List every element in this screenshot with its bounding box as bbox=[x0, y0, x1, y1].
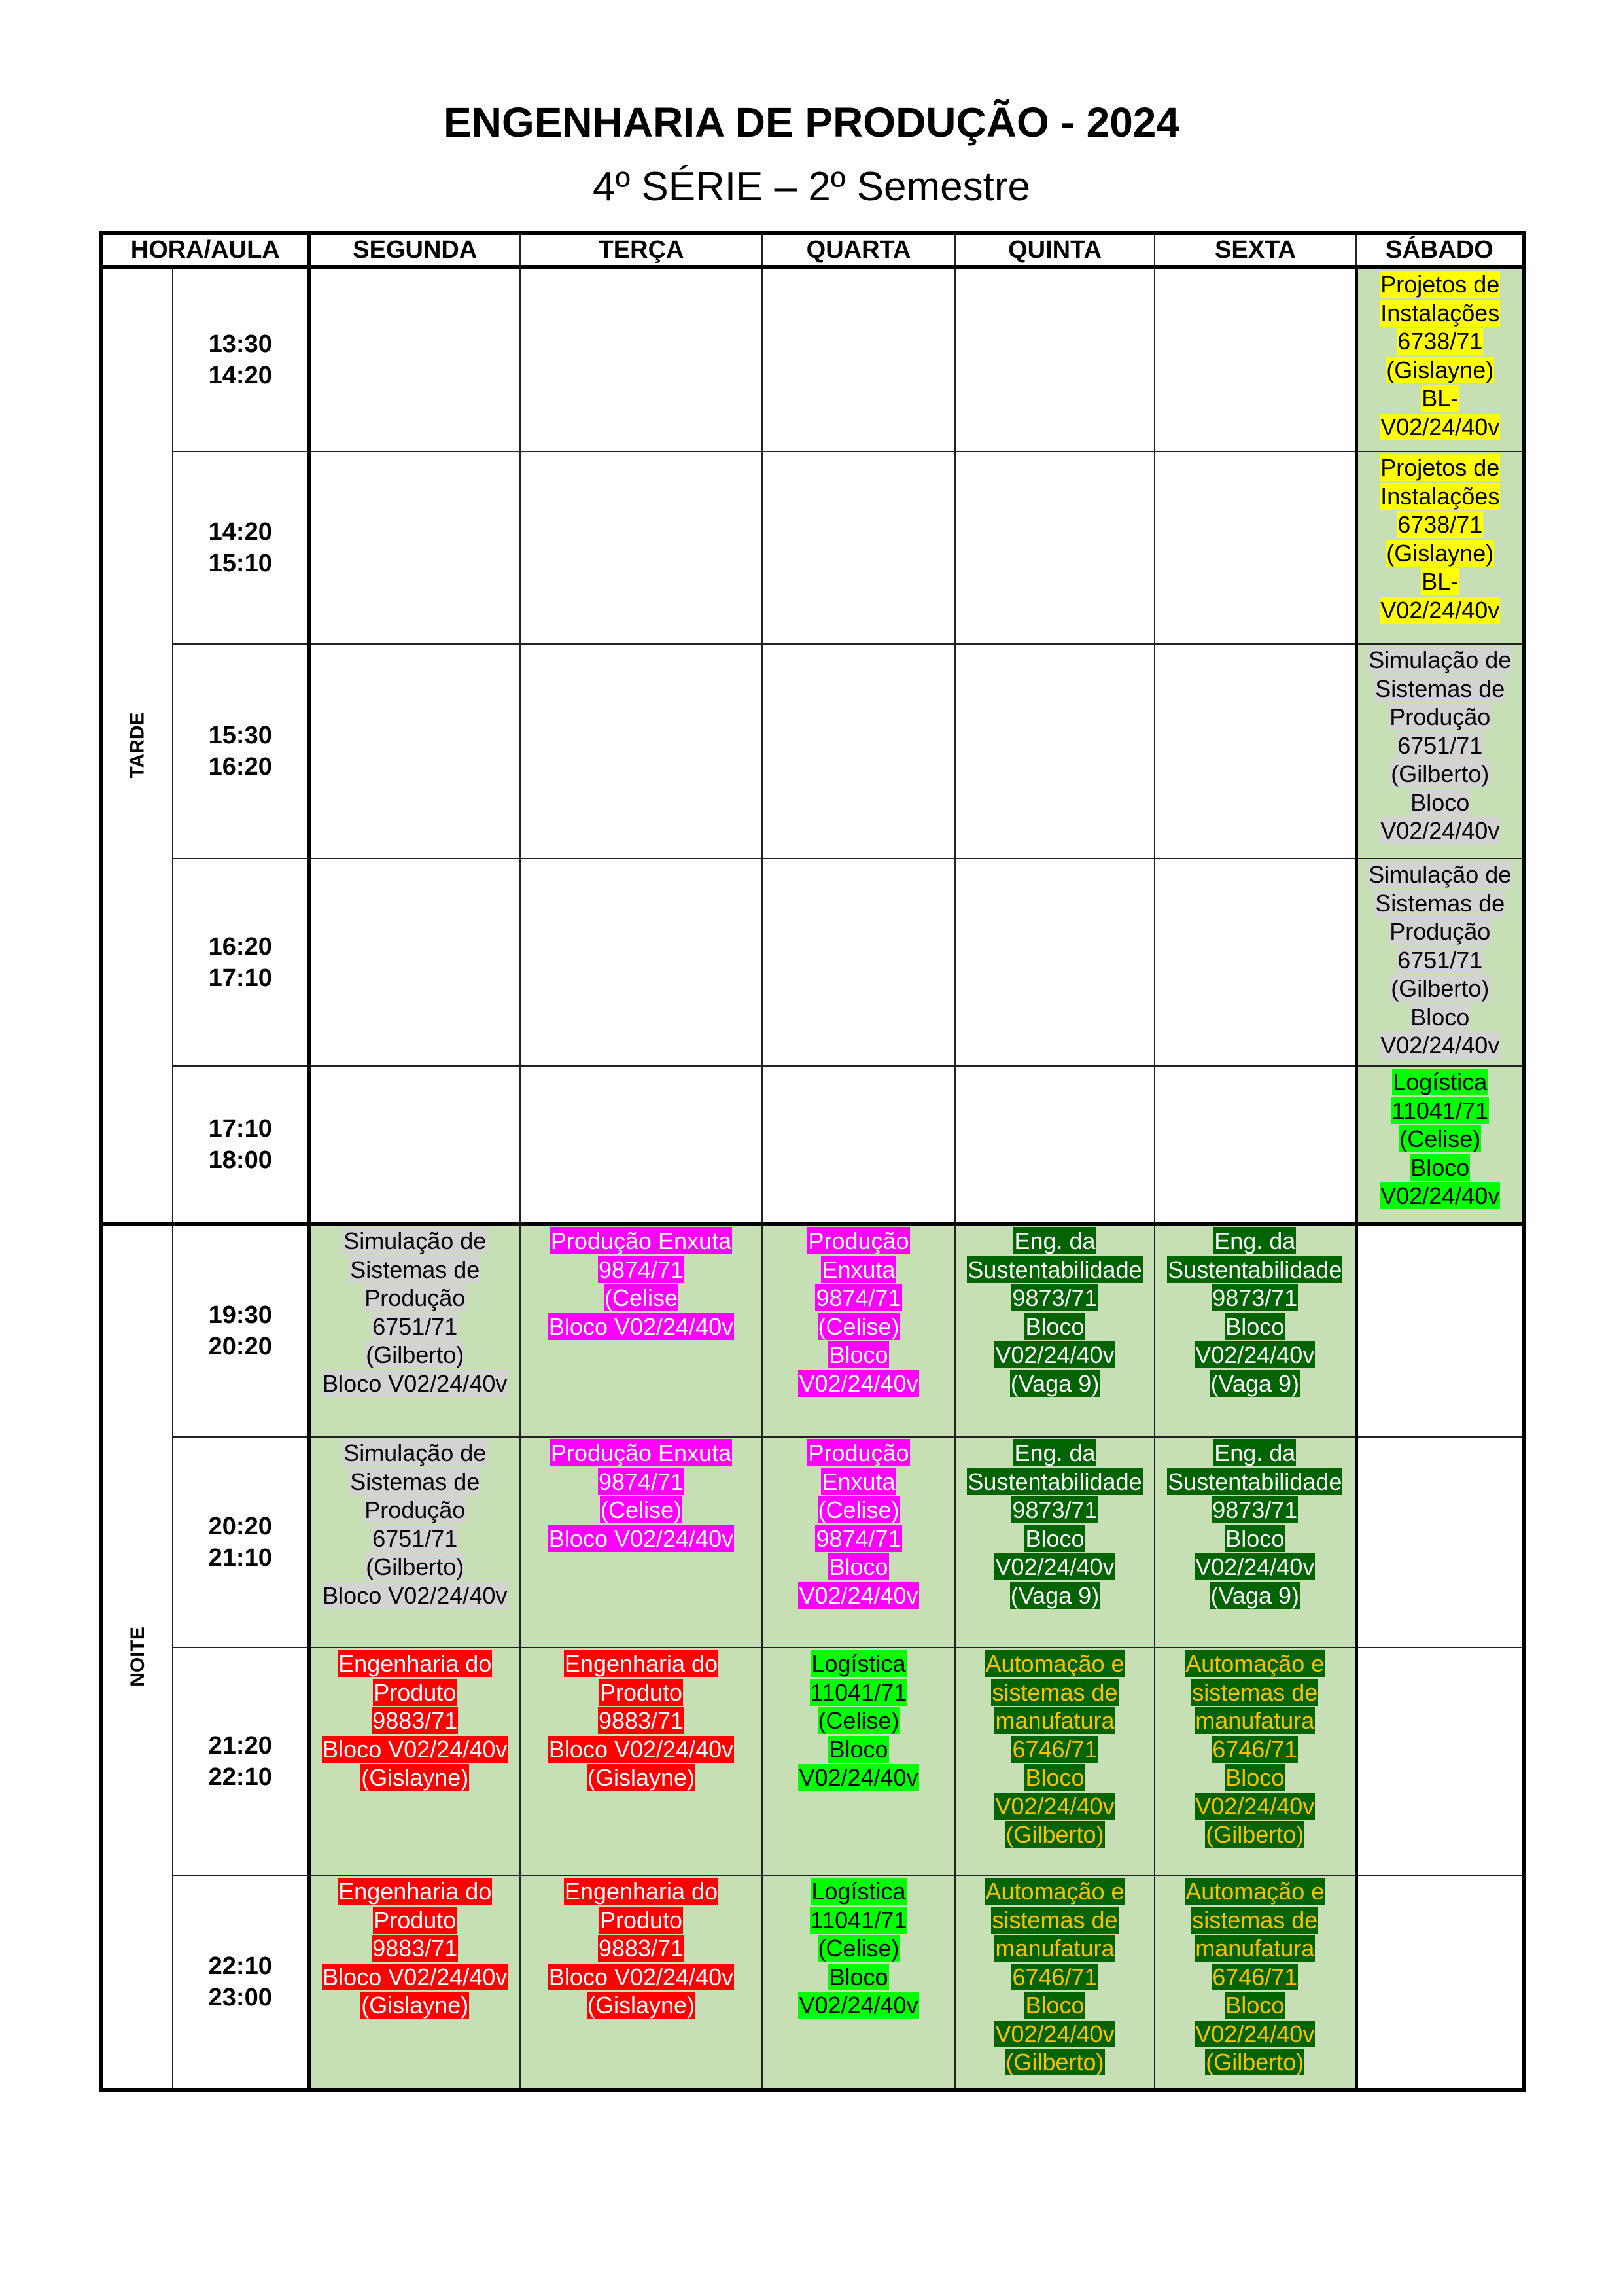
class-cell-quinta bbox=[955, 1437, 1155, 1648]
class-info-line: Sistemas de bbox=[350, 1256, 480, 1283]
class-cell-quarta bbox=[762, 1224, 955, 1437]
col-header-terca: TERÇA bbox=[520, 233, 762, 267]
class-info-line: Engenharia do bbox=[338, 1650, 492, 1677]
time-slot bbox=[173, 1437, 309, 1648]
class-info-line: Eng. da bbox=[1014, 1439, 1096, 1466]
col-header-sabado: SÁBADO bbox=[1356, 233, 1524, 267]
class-info-line: Enxuta bbox=[822, 1256, 896, 1283]
class-info-line: Instalações bbox=[1380, 299, 1500, 327]
class-info-line: Bloco bbox=[829, 1963, 888, 1990]
time-start: 22:10 bbox=[208, 1952, 272, 1980]
class-cell-quarta bbox=[762, 1648, 955, 1875]
class-info-line: sistemas de bbox=[1192, 1906, 1318, 1934]
class-cell-quinta bbox=[955, 858, 1155, 1066]
class-info-line: Bloco bbox=[1025, 1525, 1085, 1552]
class-info-line: Bloco V02/24/40v bbox=[548, 1525, 734, 1552]
class-cell-sexta bbox=[1155, 451, 1356, 644]
class-cell-sabado bbox=[1356, 858, 1524, 1066]
class-info-line: 6746/71 bbox=[1012, 1963, 1098, 1990]
class-info-line: Bloco bbox=[829, 1341, 888, 1368]
class-info-line: (Gislayne) bbox=[1386, 356, 1494, 383]
class-info-line: 9874/71 bbox=[816, 1284, 901, 1311]
class-info-line: (Gilberto) bbox=[1391, 975, 1490, 1002]
class-info-line: V02/24/40v bbox=[1380, 413, 1500, 440]
class-info-line: manufatura bbox=[995, 1707, 1115, 1734]
class-cell-sabado bbox=[1356, 1224, 1524, 1437]
class-info-line: (Celise bbox=[604, 1284, 678, 1311]
col-header-segunda: SEGUNDA bbox=[309, 233, 520, 267]
schedule-row bbox=[101, 451, 1524, 644]
class-cell-segunda bbox=[309, 1224, 520, 1437]
class-cell-sexta bbox=[1155, 1066, 1356, 1224]
class-cell-segunda bbox=[309, 1437, 520, 1648]
time-end: 17:10 bbox=[208, 964, 272, 992]
class-info-line: Bloco bbox=[1225, 1525, 1285, 1552]
class-info-line: (Vaga 9) bbox=[1010, 1581, 1100, 1609]
col-header-quarta: QUARTA bbox=[762, 233, 955, 267]
class-info-line: 6746/71 bbox=[1212, 1963, 1298, 1990]
class-info-line: Simulação de bbox=[1369, 646, 1512, 673]
class-info-line: 9874/71 bbox=[816, 1525, 901, 1552]
time-end: 16:20 bbox=[208, 753, 272, 781]
class-info-line: 9883/71 bbox=[372, 1707, 458, 1734]
class-info-line: 9883/71 bbox=[598, 1707, 684, 1734]
class-info-line: Eng. da bbox=[1214, 1439, 1296, 1466]
class-info-line: Projetos de bbox=[1380, 454, 1500, 481]
class-info-line: (Celise) bbox=[818, 1496, 899, 1523]
class-info-line: Sustentabilidade bbox=[968, 1256, 1142, 1283]
class-info-line: Engenharia do bbox=[338, 1878, 492, 1905]
class-cell-terca bbox=[520, 1875, 762, 2090]
class-info-line: 6751/71 bbox=[372, 1313, 458, 1340]
class-info-line: Bloco V02/24/40v bbox=[548, 1963, 734, 1990]
class-info-line: Sistemas de bbox=[1375, 675, 1505, 702]
class-info-line: Produção bbox=[808, 1227, 909, 1254]
class-cell-quinta bbox=[955, 1648, 1155, 1875]
period-tarde bbox=[101, 267, 173, 1224]
class-info-line: Bloco bbox=[1225, 1313, 1285, 1340]
class-info-line: Simulação de bbox=[343, 1439, 487, 1466]
class-info-line: Bloco V02/24/40v bbox=[323, 1369, 508, 1397]
class-info-line: V02/24/40v bbox=[995, 2020, 1115, 2047]
time-slot bbox=[173, 1648, 309, 1875]
class-cell-terca bbox=[520, 1437, 762, 1648]
class-cell-terca bbox=[520, 644, 762, 858]
class-cell-terca bbox=[520, 858, 762, 1066]
class-info-line: 9873/71 bbox=[1212, 1284, 1298, 1311]
class-info-line: V02/24/40v bbox=[799, 1992, 918, 2019]
class-info-line: Bloco bbox=[1025, 1313, 1085, 1340]
class-cell-sabado bbox=[1356, 1437, 1524, 1648]
class-cell-terca bbox=[520, 1224, 762, 1437]
time-slot bbox=[173, 451, 309, 644]
schedule-row bbox=[101, 1224, 1524, 1437]
class-info-line: V02/24/40v bbox=[1195, 1792, 1315, 1820]
time-end: 14:20 bbox=[208, 362, 272, 389]
class-cell-sexta bbox=[1155, 858, 1356, 1066]
class-info-line: Bloco bbox=[829, 1553, 888, 1580]
class-info-line: Automação e bbox=[1185, 1650, 1325, 1677]
class-info-line: 6751/71 bbox=[1397, 732, 1483, 759]
class-cell-quinta bbox=[955, 644, 1155, 858]
class-cell-quinta bbox=[955, 451, 1155, 644]
class-cell-sexta bbox=[1155, 267, 1356, 451]
class-cell-segunda bbox=[309, 1066, 520, 1224]
class-info-line: BL- bbox=[1422, 568, 1459, 595]
class-info-line: V02/24/40v bbox=[799, 1764, 918, 1791]
class-info-line: Bloco V02/24/40v bbox=[323, 1581, 508, 1609]
time-end: 23:00 bbox=[208, 1984, 272, 2011]
class-info-line: Automação e bbox=[1185, 1878, 1325, 1905]
class-info-line: BL- bbox=[1422, 385, 1459, 412]
class-info-line: manufatura bbox=[995, 1935, 1115, 1962]
class-info-line: 11041/71 bbox=[810, 1678, 907, 1706]
class-info-line: (Celise) bbox=[601, 1496, 682, 1523]
class-cell-sabado bbox=[1356, 1875, 1524, 2090]
class-info-line: Produto bbox=[599, 1678, 683, 1706]
class-info-line: (Gislayne) bbox=[1386, 539, 1494, 567]
col-header-sexta: SEXTA bbox=[1155, 233, 1356, 267]
class-cell-quinta bbox=[955, 1066, 1155, 1224]
class-cell-sexta bbox=[1155, 1224, 1356, 1437]
class-info-line: sistemas de bbox=[992, 1906, 1118, 1934]
class-info-line: 9874/71 bbox=[598, 1256, 684, 1283]
time-end: 21:10 bbox=[208, 1544, 272, 1572]
time-slot bbox=[173, 858, 309, 1066]
class-cell-sabado bbox=[1356, 1066, 1524, 1224]
class-cell-terca bbox=[520, 1066, 762, 1224]
class-info-line: Sustentabilidade bbox=[968, 1468, 1142, 1495]
class-info-line: Sistemas de bbox=[1375, 889, 1505, 917]
class-cell-quarta bbox=[762, 1437, 955, 1648]
class-info-line: 9873/71 bbox=[1012, 1284, 1098, 1311]
class-cell-sabado bbox=[1356, 267, 1524, 451]
class-info-line: Bloco V02/24/40v bbox=[548, 1735, 734, 1763]
class-info-line: Automação e bbox=[985, 1650, 1125, 1677]
class-info-line: V02/24/40v bbox=[995, 1553, 1115, 1580]
class-info-line: (Gilberto) bbox=[1391, 760, 1490, 787]
class-info-line: (Gilberto) bbox=[1005, 1821, 1104, 1848]
schedule-row bbox=[101, 1875, 1524, 2090]
class-cell-quarta bbox=[762, 1066, 955, 1224]
class-info-line: 6738/71 bbox=[1397, 328, 1483, 355]
class-info-line: Bloco bbox=[829, 1735, 888, 1763]
class-info-line: Produção bbox=[364, 1284, 466, 1311]
class-cell-sabado bbox=[1356, 644, 1524, 858]
page-subtitle: 4º SÉRIE – 2º Semestre bbox=[592, 164, 1030, 209]
time-end: 22:10 bbox=[208, 1763, 272, 1791]
class-info-line: Produção bbox=[808, 1439, 909, 1466]
class-info-line: (Vaga 9) bbox=[1210, 1369, 1299, 1397]
class-cell-sexta bbox=[1155, 1648, 1356, 1875]
class-info-line: manufatura bbox=[1195, 1707, 1315, 1734]
class-info-line: (Gilberto) bbox=[1206, 1821, 1304, 1848]
class-info-line: Bloco bbox=[1025, 1764, 1085, 1791]
class-cell-segunda bbox=[309, 858, 520, 1066]
class-info-line: (Celise) bbox=[818, 1935, 899, 1962]
time-slot bbox=[173, 1224, 309, 1437]
time-slot bbox=[173, 267, 309, 451]
class-info-line: Produção Enxuta bbox=[550, 1227, 732, 1254]
class-info-line: Instalações bbox=[1380, 482, 1500, 510]
class-cell-segunda bbox=[309, 1875, 520, 2090]
class-cell-quarta bbox=[762, 267, 955, 451]
class-info-line: (Gilberto) bbox=[1206, 2049, 1304, 2075]
class-info-line: 9873/71 bbox=[1012, 1496, 1098, 1523]
class-info-line: Bloco bbox=[1225, 1992, 1285, 2019]
schedule-row bbox=[101, 1437, 1524, 1648]
class-info-line: 6746/71 bbox=[1012, 1735, 1098, 1763]
col-header-quinta: QUINTA bbox=[955, 233, 1155, 267]
class-info-line: Engenharia do bbox=[564, 1878, 718, 1905]
class-info-line: (Celise) bbox=[818, 1313, 899, 1340]
period-noite bbox=[101, 1224, 173, 2090]
class-info-line: 9874/71 bbox=[598, 1468, 684, 1495]
class-info-line: (Gislayne) bbox=[361, 1764, 469, 1791]
class-info-line: Bloco bbox=[1025, 1992, 1085, 2019]
class-info-line: (Gislayne) bbox=[587, 1992, 695, 2019]
class-info-line: Logística bbox=[811, 1878, 906, 1905]
class-info-line: Engenharia do bbox=[564, 1650, 718, 1677]
class-info-line: Eng. da bbox=[1014, 1227, 1096, 1254]
schedule-row bbox=[101, 644, 1524, 858]
class-info-line: 9883/71 bbox=[372, 1935, 458, 1962]
class-info-line: Automação e bbox=[985, 1878, 1125, 1905]
class-info-line: sistemas de bbox=[992, 1678, 1118, 1706]
schedule-row bbox=[101, 1648, 1524, 1875]
class-info-line: 11041/71 bbox=[810, 1906, 907, 1934]
class-info-line: 9883/71 bbox=[598, 1935, 684, 1962]
class-info-line: Enxuta bbox=[822, 1468, 896, 1495]
class-info-line: Bloco V02/24/40v bbox=[323, 1735, 508, 1763]
class-cell-quarta bbox=[762, 644, 955, 858]
class-info-line: (Gislayne) bbox=[361, 1992, 469, 2019]
class-info-line: V02/24/40v bbox=[995, 1341, 1115, 1368]
class-info-line: Produção bbox=[1389, 703, 1491, 730]
class-cell-sexta bbox=[1155, 1875, 1356, 2090]
class-info-line: Produção bbox=[1389, 918, 1491, 945]
class-cell-quinta bbox=[955, 1875, 1155, 2090]
schedule-table bbox=[99, 231, 1526, 2092]
time-end: 15:10 bbox=[208, 550, 272, 577]
class-cell-quinta bbox=[955, 267, 1155, 451]
class-info-line: Bloco bbox=[1410, 1003, 1470, 1031]
class-info-line: Sustentabilidade bbox=[1168, 1256, 1342, 1283]
class-info-line: Bloco bbox=[1410, 788, 1470, 816]
class-info-line: (Gislayne) bbox=[587, 1764, 695, 1791]
class-info-line: Logística bbox=[811, 1650, 906, 1677]
schedule-row bbox=[101, 858, 1524, 1066]
class-info-line: sistemas de bbox=[1192, 1678, 1318, 1706]
period-label: NOITE bbox=[126, 1627, 148, 1687]
class-cell-sexta bbox=[1155, 644, 1356, 858]
class-info-line: (Gilberto) bbox=[366, 1341, 464, 1368]
class-cell-sabado bbox=[1356, 451, 1524, 644]
page-title: ENGENHARIA DE PRODUÇÃO - 2024 bbox=[444, 99, 1179, 146]
time-slot bbox=[173, 1875, 309, 2090]
class-cell-quarta bbox=[762, 1875, 955, 2090]
class-info-line: 6746/71 bbox=[1212, 1735, 1298, 1763]
class-info-line: 11041/71 bbox=[1391, 1097, 1488, 1124]
time-start: 21:20 bbox=[208, 1732, 272, 1759]
class-info-line: V02/24/40v bbox=[799, 1369, 918, 1397]
class-info-line: V02/24/40v bbox=[1380, 1182, 1500, 1209]
time-start: 13:30 bbox=[208, 330, 272, 358]
class-info-line: V02/24/40v bbox=[799, 1581, 918, 1609]
class-info-line: (Gilberto) bbox=[1005, 2049, 1104, 2075]
time-start: 15:30 bbox=[208, 722, 272, 749]
class-info-line: Produção Enxuta bbox=[550, 1439, 732, 1466]
class-info-line: V02/24/40v bbox=[1380, 817, 1500, 844]
class-info-line: Bloco V02/24/40v bbox=[323, 1963, 508, 1990]
class-info-line: Produto bbox=[374, 1906, 457, 1934]
class-info-line: V02/24/40v bbox=[1195, 2020, 1315, 2047]
class-info-line: Simulação de bbox=[343, 1227, 487, 1254]
class-cell-quarta bbox=[762, 858, 955, 1066]
class-info-line: Sustentabilidade bbox=[1168, 1468, 1342, 1495]
time-start: 16:20 bbox=[208, 932, 272, 961]
class-info-line: (Vaga 9) bbox=[1210, 1581, 1299, 1609]
class-info-line: Produto bbox=[374, 1678, 457, 1706]
class-info-line: Bloco bbox=[1410, 1154, 1470, 1181]
schedule-row bbox=[101, 267, 1524, 451]
class-cell-terca bbox=[520, 451, 762, 644]
class-info-line: (Gilberto) bbox=[366, 1553, 464, 1580]
period-label: TARDE bbox=[126, 712, 148, 779]
class-info-line: Simulação de bbox=[1369, 861, 1512, 888]
class-cell-quarta bbox=[762, 451, 955, 644]
class-info-line: Produção bbox=[364, 1496, 466, 1523]
class-info-line: 9873/71 bbox=[1212, 1496, 1298, 1523]
time-end: 20:20 bbox=[208, 1333, 272, 1360]
class-info-line: manufatura bbox=[1195, 1935, 1315, 1962]
time-slot bbox=[173, 1066, 309, 1224]
class-cell-sabado bbox=[1356, 1648, 1524, 1875]
time-slot bbox=[173, 644, 309, 858]
class-cell-segunda bbox=[309, 1648, 520, 1875]
class-info-line: Bloco bbox=[1225, 1764, 1285, 1791]
header-row bbox=[101, 233, 1524, 267]
class-info-line: Bloco V02/24/40v bbox=[548, 1313, 734, 1340]
class-info-line: Projetos de bbox=[1380, 271, 1500, 298]
class-cell-segunda bbox=[309, 644, 520, 858]
class-info-line: V02/24/40v bbox=[1380, 596, 1500, 624]
class-info-line: Logística bbox=[1393, 1069, 1488, 1095]
class-cell-sexta bbox=[1155, 1437, 1356, 1648]
col-header-hora-aula: HORA/AULA bbox=[101, 233, 309, 267]
class-info-line: V02/24/40v bbox=[995, 1792, 1115, 1820]
class-info-line: Produto bbox=[599, 1906, 683, 1934]
class-info-line: (Celise) bbox=[1399, 1125, 1481, 1152]
time-start: 20:20 bbox=[208, 1513, 272, 1540]
class-cell-segunda bbox=[309, 451, 520, 644]
class-info-line: (Celise) bbox=[818, 1707, 899, 1734]
time-start: 14:20 bbox=[208, 518, 272, 546]
class-cell-terca bbox=[520, 267, 762, 451]
time-end: 18:00 bbox=[208, 1146, 272, 1174]
class-info-line: V02/24/40v bbox=[1195, 1341, 1315, 1368]
class-info-line: (Vaga 9) bbox=[1010, 1369, 1100, 1397]
class-info-line: 6738/71 bbox=[1397, 511, 1483, 538]
class-info-line: Sistemas de bbox=[350, 1468, 480, 1495]
class-cell-segunda bbox=[309, 267, 520, 451]
class-info-line: 6751/71 bbox=[372, 1525, 458, 1552]
time-start: 19:30 bbox=[208, 1301, 272, 1329]
class-info-line: V02/24/40v bbox=[1380, 1032, 1500, 1059]
schedule-row bbox=[101, 1066, 1524, 1224]
class-info-line: Eng. da bbox=[1214, 1227, 1296, 1254]
time-start: 17:10 bbox=[208, 1114, 272, 1142]
class-info-line: V02/24/40v bbox=[1195, 1553, 1315, 1580]
class-info-line: 6751/71 bbox=[1397, 946, 1483, 974]
class-cell-terca bbox=[520, 1648, 762, 1875]
class-cell-quinta bbox=[955, 1224, 1155, 1437]
